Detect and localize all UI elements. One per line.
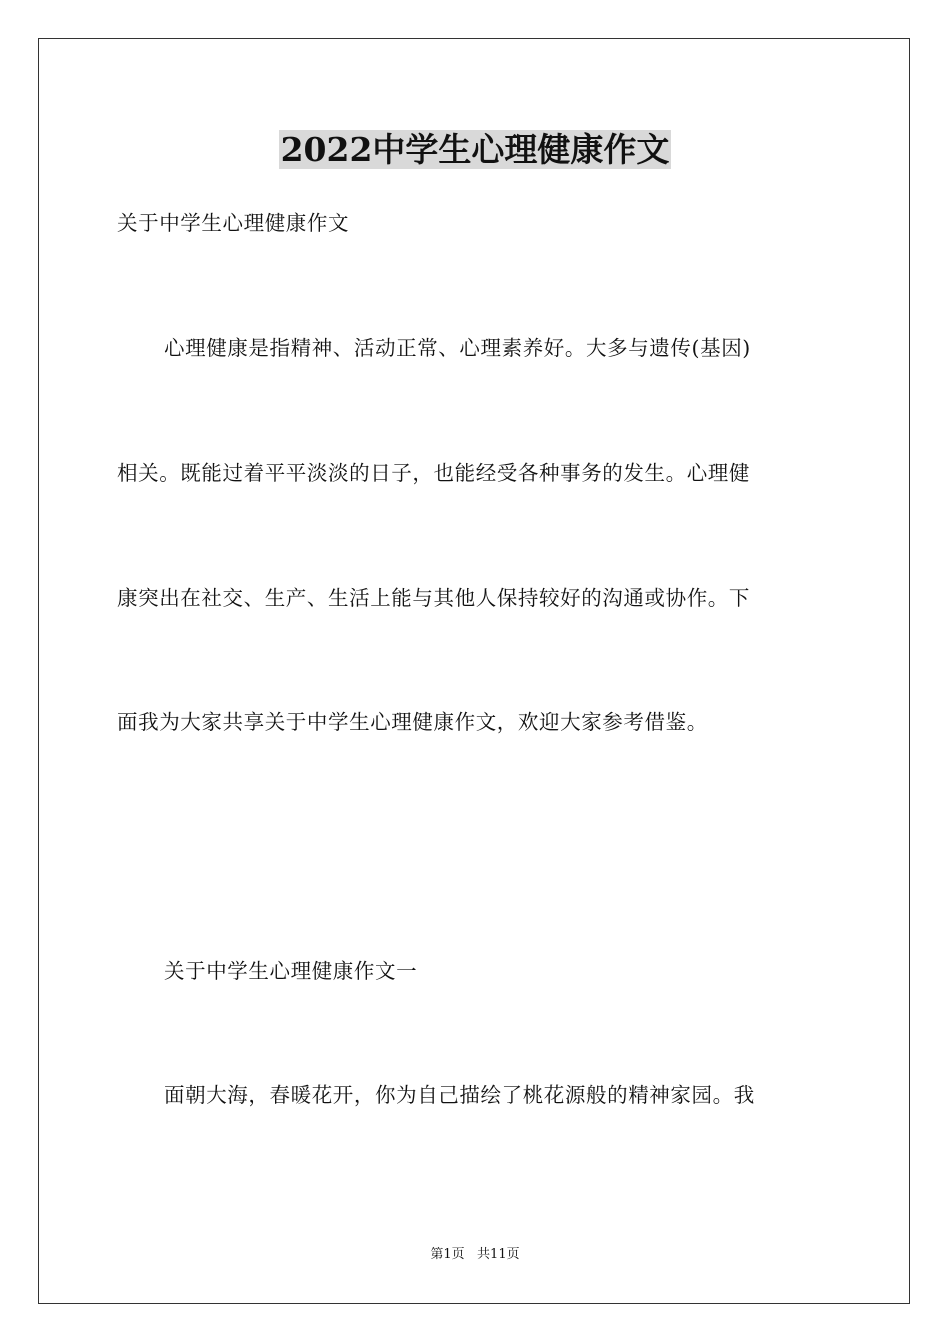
- page-number-footer: 第1页 共11页: [430, 1247, 520, 1262]
- section-first-line: 面朝大海，春暖花开，你为自己描绘了桃花源般的精神家园。我: [164, 1083, 755, 1107]
- section-heading: 关于中学生心理健康作文一: [164, 959, 418, 983]
- document-title: [0, 128, 950, 172]
- paragraph-line-1: 心理健康是指精神、活动正常、心理素养好。大多与遗传(基因): [164, 336, 751, 360]
- paragraph-line-4: 面我为大家共享关于中学生心理健康作文，欢迎大家参考借鉴。: [117, 710, 708, 734]
- title-text: 2022中学生心理健康作文: [280, 130, 670, 169]
- document-subtitle: 关于中学生心理健康作文: [117, 211, 350, 235]
- paragraph-line-2: 相关。既能过着平平淡淡的日子，也能经受各种事务的发生。心理健: [117, 461, 750, 485]
- paragraph-line-3: 康突出在社交、生产、生活上能与其他人保持较好的沟通或协作。下: [117, 586, 750, 610]
